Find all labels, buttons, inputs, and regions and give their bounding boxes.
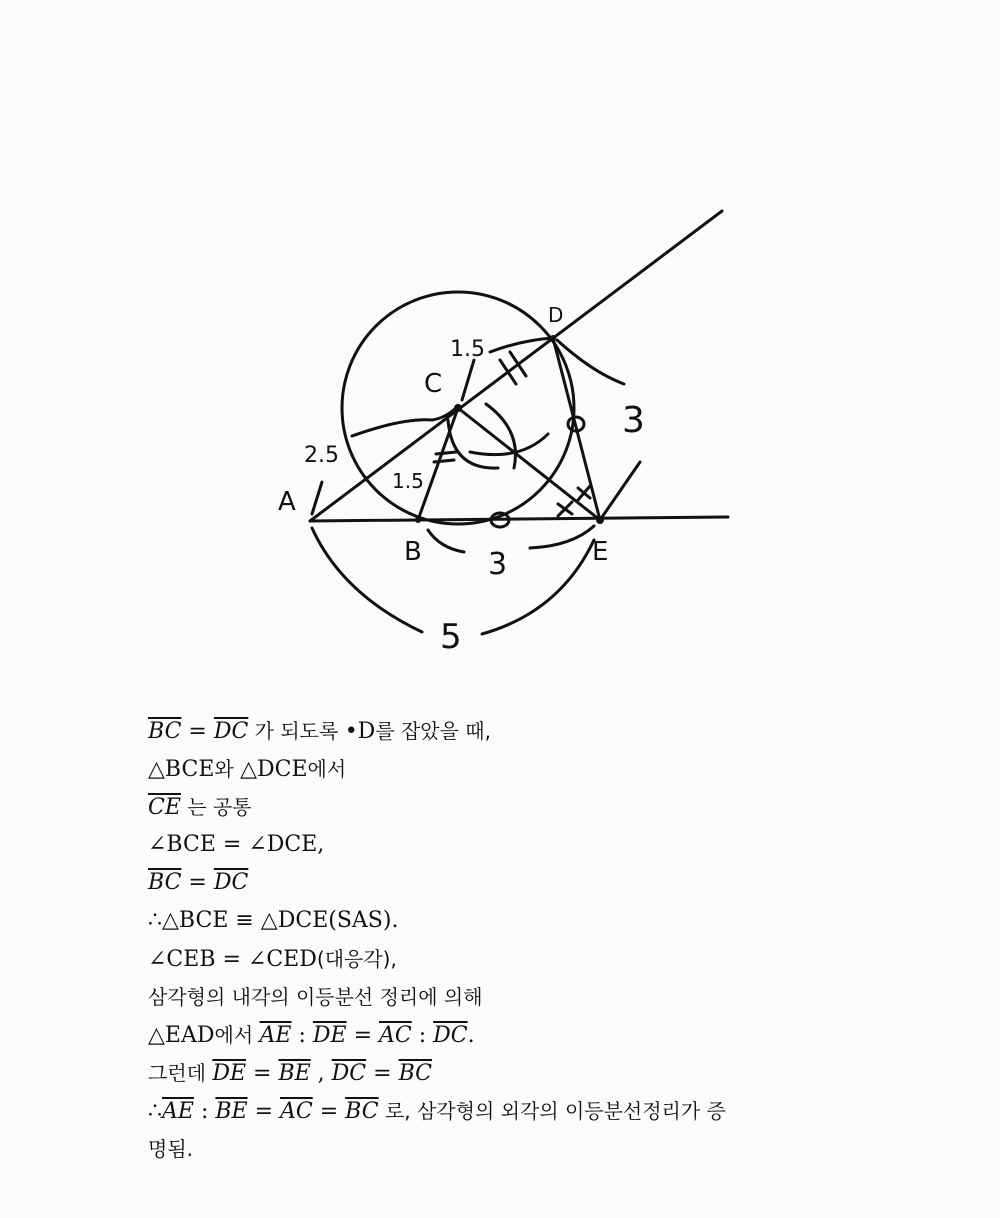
proof-text-run: (대응각), <box>316 947 397 971</box>
segment-name: $\overline{BE}$ <box>278 1061 311 1086</box>
length-ae: 5 <box>440 617 462 657</box>
proof-text-run: △BCE <box>148 757 215 782</box>
proof-text-run: •D <box>344 719 376 744</box>
proof-text-run: ∴ <box>148 1099 162 1124</box>
segment-name: $\overline{AE}$ <box>162 1099 194 1124</box>
arc-mark-c-2 <box>470 434 548 455</box>
proof-text-run: ∠BCE = ∠DCE, <box>148 832 325 857</box>
segment-name: $\overline{BC}$ <box>148 719 182 744</box>
proof-text-run: = <box>246 1061 279 1086</box>
label-c: C <box>424 369 443 399</box>
proof-text-run: ∴△BCE ≡ △DCE(SAS). <box>148 908 399 933</box>
length-be: 3 <box>488 547 508 582</box>
proof-text-run: = <box>247 1099 281 1124</box>
segment-name: $\overline{AC}$ <box>379 1023 412 1048</box>
label-b: B <box>404 537 422 567</box>
brace-de <box>557 340 624 384</box>
proof-line <box>148 868 248 898</box>
proof-text-run: 삼각형의 내각의 이등분선 정리에 의해 <box>148 985 483 1009</box>
proof-line <box>148 830 324 860</box>
proof-text-run: △DCE <box>240 757 308 782</box>
arc-mark-c <box>448 420 498 468</box>
segment-name: $\overline{CE}$ <box>148 795 181 820</box>
brace-a-left <box>312 482 322 514</box>
proof-text-run: = <box>366 1061 399 1086</box>
proof-line <box>148 982 483 1013</box>
proof-text-run: 명됨. <box>148 1137 193 1161</box>
proof-text-run: 를 잡았을 때, <box>375 719 491 743</box>
cross-mark-1 <box>558 502 572 516</box>
label-e: E <box>592 537 609 567</box>
segment-ce <box>458 408 600 520</box>
label-d: D <box>548 303 564 327</box>
label-a: A <box>278 487 296 517</box>
segment-name: $\overline{DC}$ <box>433 1023 468 1048</box>
brace-c-vertical <box>462 360 474 400</box>
arc-mark-c-3 <box>486 404 515 468</box>
point-d-dot <box>550 335 556 341</box>
proof-text-run: : <box>291 1023 313 1048</box>
proof-text-run: = <box>312 1099 346 1124</box>
segment-name: $\overline{DC}$ <box>213 870 249 895</box>
proof-line <box>148 1096 726 1127</box>
tick-cd-2 <box>510 352 526 376</box>
proof-line <box>148 792 252 823</box>
proof-text-run: 에서 <box>307 757 347 781</box>
ray-a-through-d <box>310 211 722 521</box>
proof-line <box>148 1020 475 1051</box>
proof-text-run: 가 되도록 <box>248 719 345 743</box>
segment-name: $\overline{DC}$ <box>331 1061 367 1086</box>
proof-text-run: = <box>181 870 214 895</box>
proof-text-run: △EAD <box>148 1023 215 1048</box>
segment-de <box>553 338 600 520</box>
point-c-dot <box>454 404 462 412</box>
proof-text-run: , <box>310 1061 332 1086</box>
segment-name: $\overline{BC}$ <box>398 1061 432 1086</box>
proof-text-run: 그런데 <box>148 1061 213 1085</box>
line-a-e <box>310 517 728 521</box>
proof-line <box>148 1058 432 1089</box>
segment-name: $\overline{AE}$ <box>259 1023 292 1048</box>
segment-name: $\overline{DE}$ <box>212 1061 247 1086</box>
proof-text-run: ∠CEB = ∠CED <box>148 947 317 972</box>
proof-text-run: = <box>181 719 214 744</box>
length-de: 3 <box>622 400 645 441</box>
proof-line <box>148 754 346 785</box>
external-angle-line-at-e <box>600 462 640 520</box>
segment-name: $\overline{BC}$ <box>148 870 182 895</box>
segment-name: $\overline{BE}$ <box>215 1099 248 1124</box>
proof-text-run: : <box>411 1023 434 1048</box>
length-bc: 1.5 <box>392 469 424 493</box>
segment-name: $\overline{DE}$ <box>312 1023 347 1048</box>
segment-name: $\overline{DC}$ <box>213 719 249 744</box>
proof-line <box>148 1134 193 1165</box>
proof-text-run: 에서 <box>214 1023 260 1047</box>
length-cd: 1.5 <box>450 337 485 362</box>
point-b-dot <box>415 517 421 523</box>
brace-be-right <box>530 526 594 548</box>
segment-name: $\overline{AC}$ <box>280 1099 313 1124</box>
segment-name: $\overline{BC}$ <box>345 1099 379 1124</box>
proof-text-run: 는 공통 <box>180 795 252 819</box>
length-ac: 2.5 <box>304 443 339 468</box>
proof-text-run: = <box>346 1023 379 1048</box>
cross-mark-2 <box>578 486 590 500</box>
point-e-dot <box>596 516 604 524</box>
proof-text-run: : <box>193 1099 216 1124</box>
proof-line <box>148 944 397 975</box>
tick-bc-2 <box>434 460 454 462</box>
proof-line <box>148 906 398 936</box>
proof-line <box>148 716 491 747</box>
tick-cd-1 <box>500 360 516 384</box>
tick-bc-1 <box>436 452 456 454</box>
proof-text-run: . <box>467 1023 475 1048</box>
brace-be-left <box>428 530 464 552</box>
proof-text-run: 로, 삼각형의 외각의 이등분선정리가 증 <box>378 1099 726 1123</box>
proof-text-run: 와 <box>214 757 241 781</box>
